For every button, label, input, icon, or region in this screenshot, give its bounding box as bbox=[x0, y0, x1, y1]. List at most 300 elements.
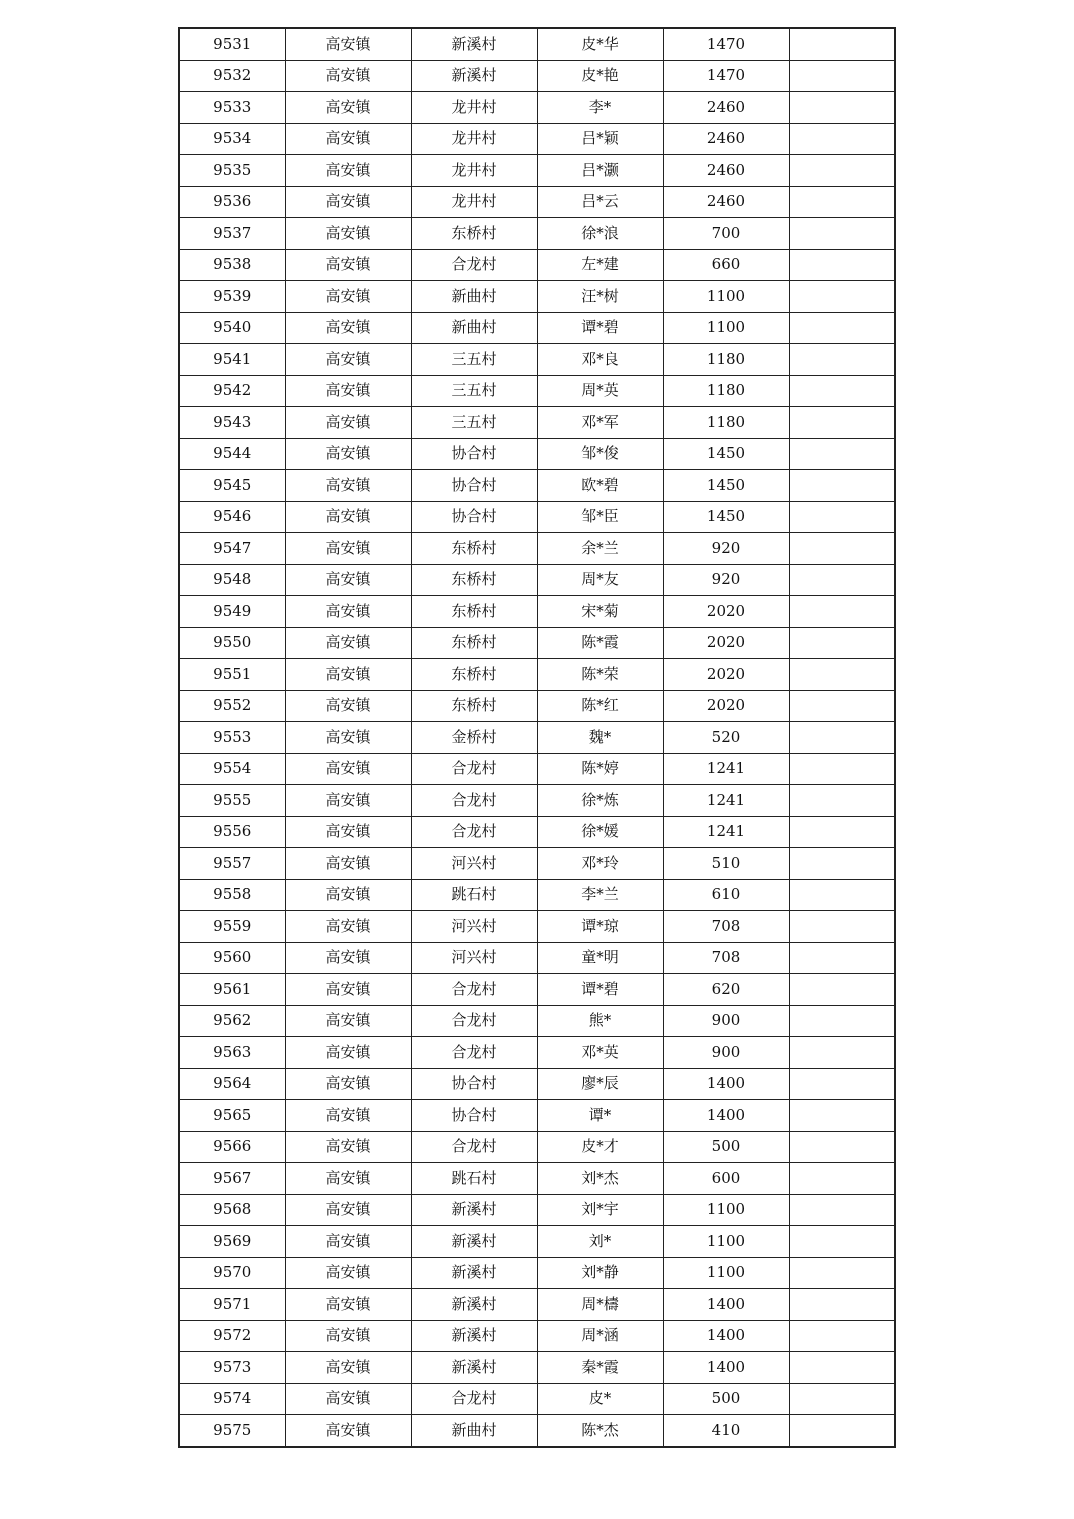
table-row bbox=[179, 1289, 895, 1321]
amount-cell: 410 bbox=[663, 1415, 789, 1447]
table-row bbox=[179, 60, 895, 92]
village-cell: 合龙村 bbox=[411, 1131, 537, 1163]
table-row bbox=[179, 785, 895, 817]
table-row bbox=[179, 123, 895, 155]
town-cell: 高安镇 bbox=[285, 123, 411, 155]
name-cell: 陈*红 bbox=[537, 690, 663, 722]
serial-number-cell: 9568 bbox=[179, 1194, 285, 1226]
amount-cell: 2460 bbox=[663, 123, 789, 155]
table-row bbox=[179, 1383, 895, 1415]
serial-number-cell: 9532 bbox=[179, 60, 285, 92]
name-cell: 周*友 bbox=[537, 564, 663, 596]
serial-number-cell: 9548 bbox=[179, 564, 285, 596]
name-cell: 左*建 bbox=[537, 249, 663, 281]
village-cell: 协合村 bbox=[411, 438, 537, 470]
village-cell: 龙井村 bbox=[411, 186, 537, 218]
note-cell bbox=[789, 1383, 895, 1415]
town-cell: 高安镇 bbox=[285, 974, 411, 1006]
village-cell: 协合村 bbox=[411, 501, 537, 533]
village-cell: 合龙村 bbox=[411, 249, 537, 281]
village-cell: 新溪村 bbox=[411, 60, 537, 92]
note-cell bbox=[789, 816, 895, 848]
name-cell: 谭* bbox=[537, 1100, 663, 1132]
amount-cell: 1470 bbox=[663, 28, 789, 60]
note-cell bbox=[789, 1005, 895, 1037]
town-cell: 高安镇 bbox=[285, 375, 411, 407]
amount-cell: 920 bbox=[663, 564, 789, 596]
amount-cell: 2460 bbox=[663, 186, 789, 218]
town-cell: 高安镇 bbox=[285, 438, 411, 470]
table-row bbox=[179, 753, 895, 785]
table-row bbox=[179, 1257, 895, 1289]
name-cell: 皮*才 bbox=[537, 1131, 663, 1163]
serial-number-cell: 9554 bbox=[179, 753, 285, 785]
town-cell: 高安镇 bbox=[285, 1100, 411, 1132]
amount-cell: 1450 bbox=[663, 470, 789, 502]
town-cell: 高安镇 bbox=[285, 155, 411, 187]
table-row bbox=[179, 1352, 895, 1384]
village-cell: 新曲村 bbox=[411, 312, 537, 344]
town-cell: 高安镇 bbox=[285, 407, 411, 439]
name-cell: 谭*碧 bbox=[537, 974, 663, 1006]
note-cell bbox=[789, 942, 895, 974]
amount-cell: 1100 bbox=[663, 281, 789, 313]
town-cell: 高安镇 bbox=[285, 816, 411, 848]
amount-cell: 1450 bbox=[663, 501, 789, 533]
name-cell: 宋*菊 bbox=[537, 596, 663, 628]
village-cell: 东桥村 bbox=[411, 659, 537, 691]
table-row bbox=[179, 218, 895, 250]
table-row bbox=[179, 1415, 895, 1447]
name-cell: 徐*媛 bbox=[537, 816, 663, 848]
name-cell: 徐*浪 bbox=[537, 218, 663, 250]
note-cell bbox=[789, 218, 895, 250]
note-cell bbox=[789, 596, 895, 628]
amount-cell: 1241 bbox=[663, 785, 789, 817]
village-cell: 金桥村 bbox=[411, 722, 537, 754]
amount-cell: 1470 bbox=[663, 60, 789, 92]
serial-number-cell: 9541 bbox=[179, 344, 285, 376]
village-cell: 跳石村 bbox=[411, 879, 537, 911]
town-cell: 高安镇 bbox=[285, 879, 411, 911]
serial-number-cell: 9533 bbox=[179, 92, 285, 124]
amount-cell: 700 bbox=[663, 218, 789, 250]
town-cell: 高安镇 bbox=[285, 627, 411, 659]
town-cell: 高安镇 bbox=[285, 92, 411, 124]
serial-number-cell: 9559 bbox=[179, 911, 285, 943]
amount-cell: 1180 bbox=[663, 375, 789, 407]
amount-cell: 1100 bbox=[663, 1257, 789, 1289]
note-cell bbox=[789, 501, 895, 533]
note-cell bbox=[789, 564, 895, 596]
name-cell: 邹*臣 bbox=[537, 501, 663, 533]
table-body bbox=[179, 28, 895, 1447]
village-cell: 合龙村 bbox=[411, 1005, 537, 1037]
note-cell bbox=[789, 186, 895, 218]
note-cell bbox=[789, 281, 895, 313]
town-cell: 高安镇 bbox=[285, 281, 411, 313]
serial-number-cell: 9575 bbox=[179, 1415, 285, 1447]
serial-number-cell: 9562 bbox=[179, 1005, 285, 1037]
village-cell: 新曲村 bbox=[411, 1415, 537, 1447]
town-cell: 高安镇 bbox=[285, 1352, 411, 1384]
name-cell: 皮*华 bbox=[537, 28, 663, 60]
village-cell: 新曲村 bbox=[411, 281, 537, 313]
name-cell: 吕*颖 bbox=[537, 123, 663, 155]
note-cell bbox=[789, 375, 895, 407]
note-cell bbox=[789, 659, 895, 691]
table-row bbox=[179, 1194, 895, 1226]
village-cell: 三五村 bbox=[411, 344, 537, 376]
serial-number-cell: 9535 bbox=[179, 155, 285, 187]
amount-cell: 1450 bbox=[663, 438, 789, 470]
serial-number-cell: 9563 bbox=[179, 1037, 285, 1069]
village-cell: 东桥村 bbox=[411, 596, 537, 628]
serial-number-cell: 9547 bbox=[179, 533, 285, 565]
village-cell: 新溪村 bbox=[411, 1226, 537, 1258]
serial-number-cell: 9536 bbox=[179, 186, 285, 218]
note-cell bbox=[789, 1163, 895, 1195]
serial-number-cell: 9564 bbox=[179, 1068, 285, 1100]
name-cell: 吕*云 bbox=[537, 186, 663, 218]
town-cell: 高安镇 bbox=[285, 1068, 411, 1100]
town-cell: 高安镇 bbox=[285, 1415, 411, 1447]
town-cell: 高安镇 bbox=[285, 186, 411, 218]
amount-cell: 1400 bbox=[663, 1289, 789, 1321]
town-cell: 高安镇 bbox=[285, 564, 411, 596]
town-cell: 高安镇 bbox=[285, 1320, 411, 1352]
note-cell bbox=[789, 1352, 895, 1384]
table-row bbox=[179, 1005, 895, 1037]
table-row bbox=[179, 155, 895, 187]
name-cell: 皮*艳 bbox=[537, 60, 663, 92]
note-cell bbox=[789, 1131, 895, 1163]
village-cell: 河兴村 bbox=[411, 848, 537, 880]
name-cell: 刘*杰 bbox=[537, 1163, 663, 1195]
village-cell: 东桥村 bbox=[411, 564, 537, 596]
table-row bbox=[179, 407, 895, 439]
table-row bbox=[179, 249, 895, 281]
serial-number-cell: 9565 bbox=[179, 1100, 285, 1132]
town-cell: 高安镇 bbox=[285, 785, 411, 817]
town-cell: 高安镇 bbox=[285, 60, 411, 92]
note-cell bbox=[789, 470, 895, 502]
name-cell: 徐*炼 bbox=[537, 785, 663, 817]
name-cell: 周*英 bbox=[537, 375, 663, 407]
serial-number-cell: 9551 bbox=[179, 659, 285, 691]
town-cell: 高安镇 bbox=[285, 1005, 411, 1037]
village-cell: 东桥村 bbox=[411, 533, 537, 565]
serial-number-cell: 9555 bbox=[179, 785, 285, 817]
town-cell: 高安镇 bbox=[285, 1289, 411, 1321]
note-cell bbox=[789, 1257, 895, 1289]
amount-cell: 2460 bbox=[663, 92, 789, 124]
note-cell bbox=[789, 123, 895, 155]
name-cell: 刘*宇 bbox=[537, 1194, 663, 1226]
amount-cell: 708 bbox=[663, 911, 789, 943]
village-cell: 跳石村 bbox=[411, 1163, 537, 1195]
note-cell bbox=[789, 1320, 895, 1352]
amount-cell: 1241 bbox=[663, 816, 789, 848]
town-cell: 高安镇 bbox=[285, 344, 411, 376]
serial-number-cell: 9573 bbox=[179, 1352, 285, 1384]
town-cell: 高安镇 bbox=[285, 942, 411, 974]
serial-number-cell: 9534 bbox=[179, 123, 285, 155]
name-cell: 谭*碧 bbox=[537, 312, 663, 344]
town-cell: 高安镇 bbox=[285, 690, 411, 722]
serial-number-cell: 9553 bbox=[179, 722, 285, 754]
table-row bbox=[179, 186, 895, 218]
note-cell bbox=[789, 785, 895, 817]
serial-number-cell: 9571 bbox=[179, 1289, 285, 1321]
note-cell bbox=[789, 344, 895, 376]
amount-cell: 1100 bbox=[663, 1226, 789, 1258]
table-row bbox=[179, 533, 895, 565]
amount-cell: 1400 bbox=[663, 1320, 789, 1352]
name-cell: 欧*碧 bbox=[537, 470, 663, 502]
table-row bbox=[179, 564, 895, 596]
town-cell: 高安镇 bbox=[285, 501, 411, 533]
table-row bbox=[179, 438, 895, 470]
village-cell: 东桥村 bbox=[411, 690, 537, 722]
village-cell: 新溪村 bbox=[411, 1320, 537, 1352]
serial-number-cell: 9566 bbox=[179, 1131, 285, 1163]
name-cell: 邹*俊 bbox=[537, 438, 663, 470]
note-cell bbox=[789, 1226, 895, 1258]
note-cell bbox=[789, 879, 895, 911]
name-cell: 刘*静 bbox=[537, 1257, 663, 1289]
town-cell: 高安镇 bbox=[285, 218, 411, 250]
town-cell: 高安镇 bbox=[285, 1163, 411, 1195]
serial-number-cell: 9557 bbox=[179, 848, 285, 880]
table-row bbox=[179, 1320, 895, 1352]
table-row bbox=[179, 627, 895, 659]
note-cell bbox=[789, 1100, 895, 1132]
note-cell bbox=[789, 974, 895, 1006]
amount-cell: 1400 bbox=[663, 1100, 789, 1132]
village-cell: 三五村 bbox=[411, 375, 537, 407]
serial-number-cell: 9570 bbox=[179, 1257, 285, 1289]
amount-cell: 510 bbox=[663, 848, 789, 880]
serial-number-cell: 9572 bbox=[179, 1320, 285, 1352]
town-cell: 高安镇 bbox=[285, 470, 411, 502]
serial-number-cell: 9569 bbox=[179, 1226, 285, 1258]
note-cell bbox=[789, 1068, 895, 1100]
town-cell: 高安镇 bbox=[285, 722, 411, 754]
village-cell: 合龙村 bbox=[411, 1037, 537, 1069]
village-cell: 新溪村 bbox=[411, 1352, 537, 1384]
village-cell: 合龙村 bbox=[411, 816, 537, 848]
name-cell: 陈*杰 bbox=[537, 1415, 663, 1447]
table-row bbox=[179, 501, 895, 533]
amount-cell: 2020 bbox=[663, 659, 789, 691]
name-cell: 邓*玲 bbox=[537, 848, 663, 880]
note-cell bbox=[789, 1037, 895, 1069]
note-cell bbox=[789, 533, 895, 565]
town-cell: 高安镇 bbox=[285, 533, 411, 565]
amount-cell: 620 bbox=[663, 974, 789, 1006]
town-cell: 高安镇 bbox=[285, 1383, 411, 1415]
note-cell bbox=[789, 438, 895, 470]
village-cell: 新溪村 bbox=[411, 28, 537, 60]
name-cell: 魏* bbox=[537, 722, 663, 754]
name-cell: 吕*灏 bbox=[537, 155, 663, 187]
amount-cell: 520 bbox=[663, 722, 789, 754]
name-cell: 邓*英 bbox=[537, 1037, 663, 1069]
note-cell bbox=[789, 690, 895, 722]
amount-cell: 600 bbox=[663, 1163, 789, 1195]
table-row bbox=[179, 848, 895, 880]
serial-number-cell: 9567 bbox=[179, 1163, 285, 1195]
name-cell: 陈*荣 bbox=[537, 659, 663, 691]
village-cell: 龙井村 bbox=[411, 155, 537, 187]
table-row bbox=[179, 28, 895, 60]
data-table bbox=[178, 27, 896, 1448]
note-cell bbox=[789, 848, 895, 880]
table-row bbox=[179, 596, 895, 628]
table-row bbox=[179, 281, 895, 313]
table-row bbox=[179, 659, 895, 691]
village-cell: 龙井村 bbox=[411, 92, 537, 124]
village-cell: 合龙村 bbox=[411, 1383, 537, 1415]
serial-number-cell: 9539 bbox=[179, 281, 285, 313]
town-cell: 高安镇 bbox=[285, 28, 411, 60]
note-cell bbox=[789, 627, 895, 659]
table-row bbox=[179, 690, 895, 722]
amount-cell: 2020 bbox=[663, 690, 789, 722]
town-cell: 高安镇 bbox=[285, 1194, 411, 1226]
name-cell: 谭*琼 bbox=[537, 911, 663, 943]
amount-cell: 900 bbox=[663, 1037, 789, 1069]
table-row bbox=[179, 911, 895, 943]
amount-cell: 2460 bbox=[663, 155, 789, 187]
town-cell: 高安镇 bbox=[285, 1226, 411, 1258]
town-cell: 高安镇 bbox=[285, 753, 411, 785]
table-row bbox=[179, 375, 895, 407]
name-cell: 廖*辰 bbox=[537, 1068, 663, 1100]
village-cell: 合龙村 bbox=[411, 785, 537, 817]
note-cell bbox=[789, 155, 895, 187]
name-cell: 汪*树 bbox=[537, 281, 663, 313]
note-cell bbox=[789, 1194, 895, 1226]
village-cell: 龙井村 bbox=[411, 123, 537, 155]
table-row bbox=[179, 1068, 895, 1100]
serial-number-cell: 9556 bbox=[179, 816, 285, 848]
amount-cell: 1100 bbox=[663, 1194, 789, 1226]
name-cell: 皮* bbox=[537, 1383, 663, 1415]
name-cell: 李* bbox=[537, 92, 663, 124]
table-row bbox=[179, 92, 895, 124]
name-cell: 邓*军 bbox=[537, 407, 663, 439]
note-cell bbox=[789, 407, 895, 439]
serial-number-cell: 9543 bbox=[179, 407, 285, 439]
serial-number-cell: 9540 bbox=[179, 312, 285, 344]
note-cell bbox=[789, 911, 895, 943]
serial-number-cell: 9552 bbox=[179, 690, 285, 722]
amount-cell: 1241 bbox=[663, 753, 789, 785]
table-row bbox=[179, 942, 895, 974]
table-row bbox=[179, 1226, 895, 1258]
serial-number-cell: 9558 bbox=[179, 879, 285, 911]
note-cell bbox=[789, 60, 895, 92]
table-row bbox=[179, 312, 895, 344]
note-cell bbox=[789, 312, 895, 344]
village-cell: 河兴村 bbox=[411, 942, 537, 974]
town-cell: 高安镇 bbox=[285, 911, 411, 943]
table-row bbox=[179, 974, 895, 1006]
amount-cell: 1400 bbox=[663, 1352, 789, 1384]
table-row bbox=[179, 816, 895, 848]
amount-cell: 1400 bbox=[663, 1068, 789, 1100]
serial-number-cell: 9538 bbox=[179, 249, 285, 281]
town-cell: 高安镇 bbox=[285, 1257, 411, 1289]
serial-number-cell: 9574 bbox=[179, 1383, 285, 1415]
village-cell: 协合村 bbox=[411, 1068, 537, 1100]
amount-cell: 708 bbox=[663, 942, 789, 974]
village-cell: 三五村 bbox=[411, 407, 537, 439]
town-cell: 高安镇 bbox=[285, 848, 411, 880]
note-cell bbox=[789, 753, 895, 785]
serial-number-cell: 9545 bbox=[179, 470, 285, 502]
town-cell: 高安镇 bbox=[285, 312, 411, 344]
name-cell: 童*明 bbox=[537, 942, 663, 974]
table-row bbox=[179, 722, 895, 754]
serial-number-cell: 9561 bbox=[179, 974, 285, 1006]
table-row bbox=[179, 1163, 895, 1195]
name-cell: 熊* bbox=[537, 1005, 663, 1037]
serial-number-cell: 9542 bbox=[179, 375, 285, 407]
note-cell bbox=[789, 28, 895, 60]
village-cell: 新溪村 bbox=[411, 1289, 537, 1321]
village-cell: 协合村 bbox=[411, 470, 537, 502]
village-cell: 合龙村 bbox=[411, 753, 537, 785]
table-row bbox=[179, 470, 895, 502]
village-cell: 新溪村 bbox=[411, 1257, 537, 1289]
village-cell: 协合村 bbox=[411, 1100, 537, 1132]
name-cell: 邓*良 bbox=[537, 344, 663, 376]
name-cell: 周*檮 bbox=[537, 1289, 663, 1321]
town-cell: 高安镇 bbox=[285, 596, 411, 628]
name-cell: 周*涵 bbox=[537, 1320, 663, 1352]
name-cell: 李*兰 bbox=[537, 879, 663, 911]
amount-cell: 500 bbox=[663, 1131, 789, 1163]
amount-cell: 610 bbox=[663, 879, 789, 911]
note-cell bbox=[789, 249, 895, 281]
town-cell: 高安镇 bbox=[285, 659, 411, 691]
table-row bbox=[179, 1131, 895, 1163]
village-cell: 新溪村 bbox=[411, 1194, 537, 1226]
amount-cell: 500 bbox=[663, 1383, 789, 1415]
town-cell: 高安镇 bbox=[285, 249, 411, 281]
village-cell: 东桥村 bbox=[411, 218, 537, 250]
serial-number-cell: 9544 bbox=[179, 438, 285, 470]
serial-number-cell: 9546 bbox=[179, 501, 285, 533]
amount-cell: 1180 bbox=[663, 407, 789, 439]
table-row bbox=[179, 344, 895, 376]
serial-number-cell: 9560 bbox=[179, 942, 285, 974]
table-row bbox=[179, 1100, 895, 1132]
village-cell: 合龙村 bbox=[411, 974, 537, 1006]
amount-cell: 2020 bbox=[663, 596, 789, 628]
serial-number-cell: 9537 bbox=[179, 218, 285, 250]
note-cell bbox=[789, 1289, 895, 1321]
village-cell: 河兴村 bbox=[411, 911, 537, 943]
village-cell: 东桥村 bbox=[411, 627, 537, 659]
serial-number-cell: 9549 bbox=[179, 596, 285, 628]
serial-number-cell: 9531 bbox=[179, 28, 285, 60]
amount-cell: 1100 bbox=[663, 312, 789, 344]
town-cell: 高安镇 bbox=[285, 1037, 411, 1069]
